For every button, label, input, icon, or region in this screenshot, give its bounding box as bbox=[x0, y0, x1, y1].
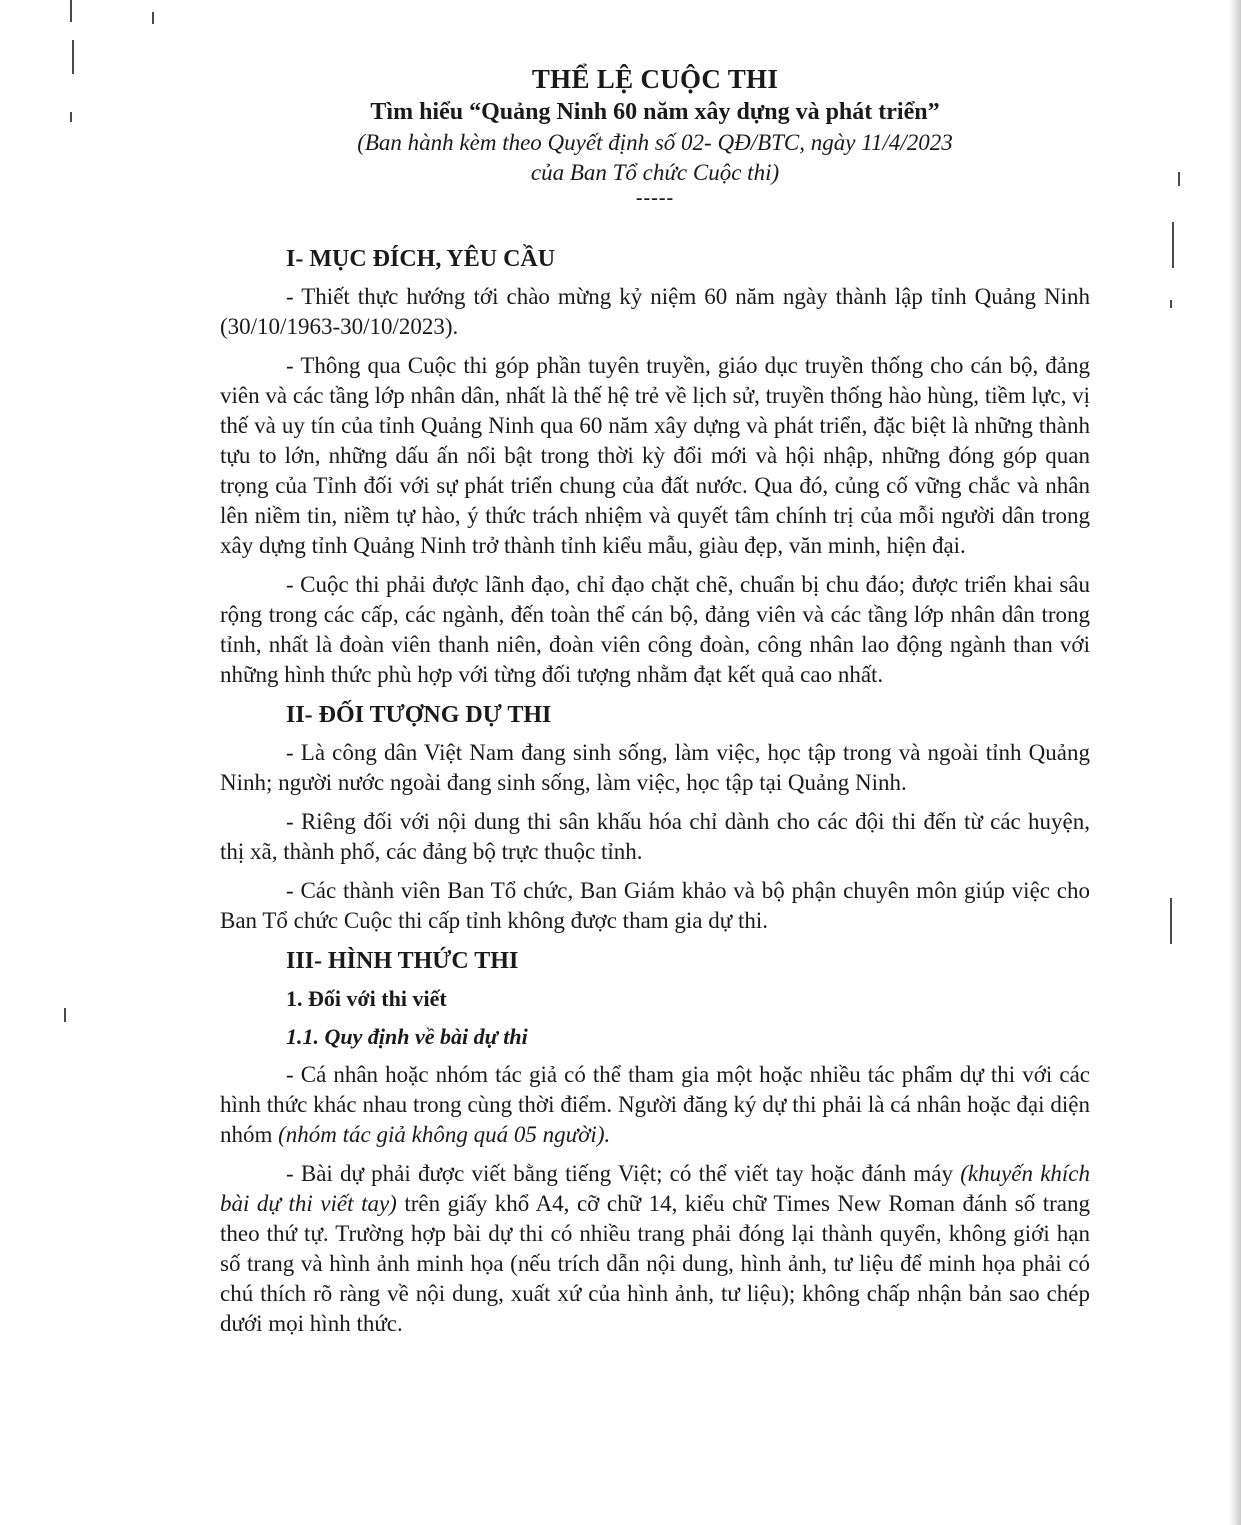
header-separator: ----- bbox=[635, 187, 675, 209]
paragraph bbox=[220, 1060, 1090, 1150]
subsection-heading-written-contest: 1. Đối với thi viết bbox=[286, 986, 447, 1011]
decree-reference: (Ban hành kèm theo Quyết định số 02- QĐ/BTC, ngày 11/4/2023 bbox=[357, 130, 953, 155]
scan-page-edge bbox=[1229, 0, 1241, 1525]
document-page bbox=[220, 62, 1090, 1348]
section-heading-purpose: I- MỤC ĐÍCH, YÊU CẦU bbox=[286, 246, 556, 272]
scan-mark bbox=[1172, 222, 1174, 268]
scan-mark bbox=[72, 40, 74, 74]
subsection-heading-entry-rules: 1.1. Quy định về bài dự thi bbox=[286, 1024, 528, 1049]
scan-mark bbox=[70, 0, 72, 22]
paragraph: - Thiết thực hướng tới chào mừng kỷ niệm 60 năm ngày thành lập tỉnh Quảng Ninh (30/10/1963-30/10/2023). bbox=[220, 284, 1090, 339]
paragraph: - Cuộc thi phải được lãnh đạo, chỉ đạo chặt chẽ, chuẩn bị chu đáo; được triển khai sâu rộng trong các cấp, các ngành, đến toàn thể cán bộ, đảng viên và các tầng lớp nhân dân trong tỉnh, nhất là đoàn viên thanh niên, đoàn viên công đoàn, công nhân lao động ngành than với những hình thức phù hợp với từng đối tượng nhằm đạt kết quả cao nhất. bbox=[220, 572, 1090, 687]
section-heading-participants: II- ĐỐI TƯỢNG DỰ THI bbox=[286, 702, 552, 728]
scan-mark bbox=[70, 112, 72, 122]
paragraph-text: trên giấy khổ A4, cỡ chữ 14, kiểu chữ Times New Roman đánh số trang theo thứ tự. Trường hợp bài dự thi có nhiều trang phải đóng lại thành quyển, không giới hạn số trang và hình ảnh minh họa (nếu trích dẫn nội dung, hình ảnh, tư liệu để minh họa phải có chú thích rõ ràng về nội dung, xuất xứ của hình ảnh, tư liệu); không chấp nhận bản sao chép dưới mọi hình thức. bbox=[220, 1191, 1090, 1336]
paragraph-text: - Bài dự phải được viết bằng tiếng Việt; có thể viết tay hoặc đánh máy bbox=[286, 1161, 961, 1186]
scan-mark bbox=[1170, 898, 1172, 944]
scan-mark bbox=[1178, 172, 1180, 186]
document-title: THỂ LỆ CUỘC THI bbox=[531, 64, 779, 94]
paragraph: - Là công dân Việt Nam đang sinh sống, làm việc, học tập trong và ngoài tỉnh Quảng Ninh; người nước ngoài đang sinh sống, làm việc, học tập tại Quảng Ninh. bbox=[220, 740, 1090, 795]
paragraph bbox=[220, 1159, 1090, 1339]
scan-mark bbox=[1170, 300, 1172, 308]
document-subtitle: Tìm hiểu “Quảng Ninh 60 năm xây dựng và phát triển” bbox=[370, 99, 940, 125]
paragraph: - Riêng đối với nội dung thi sân khấu hóa chỉ dành cho các đội thi đến từ các huyện, thị xã, thành phố, các đảng bộ trực thuộc tỉnh. bbox=[220, 809, 1090, 864]
decree-issuer: của Ban Tổ chức Cuộc thi) bbox=[530, 160, 780, 185]
document-header bbox=[220, 62, 1090, 208]
paragraph: - Các thành viên Ban Tổ chức, Ban Giám khảo và bộ phận chuyên môn giúp việc cho Ban Tổ chức Cuộc thi cấp tỉnh không được tham gia dự thi. bbox=[220, 878, 1090, 933]
paragraph-italic-note: (nhóm tác giả không quá 05 người). bbox=[278, 1122, 611, 1147]
section-heading-format: III- HÌNH THỨC THI bbox=[286, 948, 519, 974]
paragraph: - Thông qua Cuộc thi góp phần tuyên truyền, giáo dục truyền thống cho cán bộ, đảng viên và các tầng lớp nhân dân, nhất là thế hệ trẻ về lịch sử, truyền thống hào hùng, tiềm lực, vị thế và uy tín của tỉnh Quảng Ninh qua 60 năm xây dựng và phát triển, đặc biệt là những thành tựu to lớn, những dấu ấn nổi bật trong thời kỳ đổi mới và hội nhập, những đóng góp quan trọng của Tỉnh đối với sự phát triển chung của đất nước. Qua đó, củng cố vững chắc và nhân lên niềm tin, niềm tự hào, ý thức trách nhiệm và quyết tâm chính trị của mỗi người dân trong xây dựng tỉnh Quảng Ninh trở thành tỉnh kiểu mẫu, giàu đẹp, văn minh, hiện đại. bbox=[220, 353, 1090, 558]
paragraph-italic-note: (khuyến khích bài dự thi viết tay) bbox=[220, 1161, 1090, 1216]
scan-mark bbox=[152, 12, 154, 24]
scan-mark bbox=[64, 1008, 66, 1022]
paragraph-text: - Cá nhân hoặc nhóm tác giả có thể tham gia một hoặc nhiều tác phẩm dự thi với các hình thức khác nhau trong cùng thời điểm. Người đăng ký dự thi phải là cá nhân hoặc đại diện nhóm bbox=[220, 1062, 1090, 1147]
